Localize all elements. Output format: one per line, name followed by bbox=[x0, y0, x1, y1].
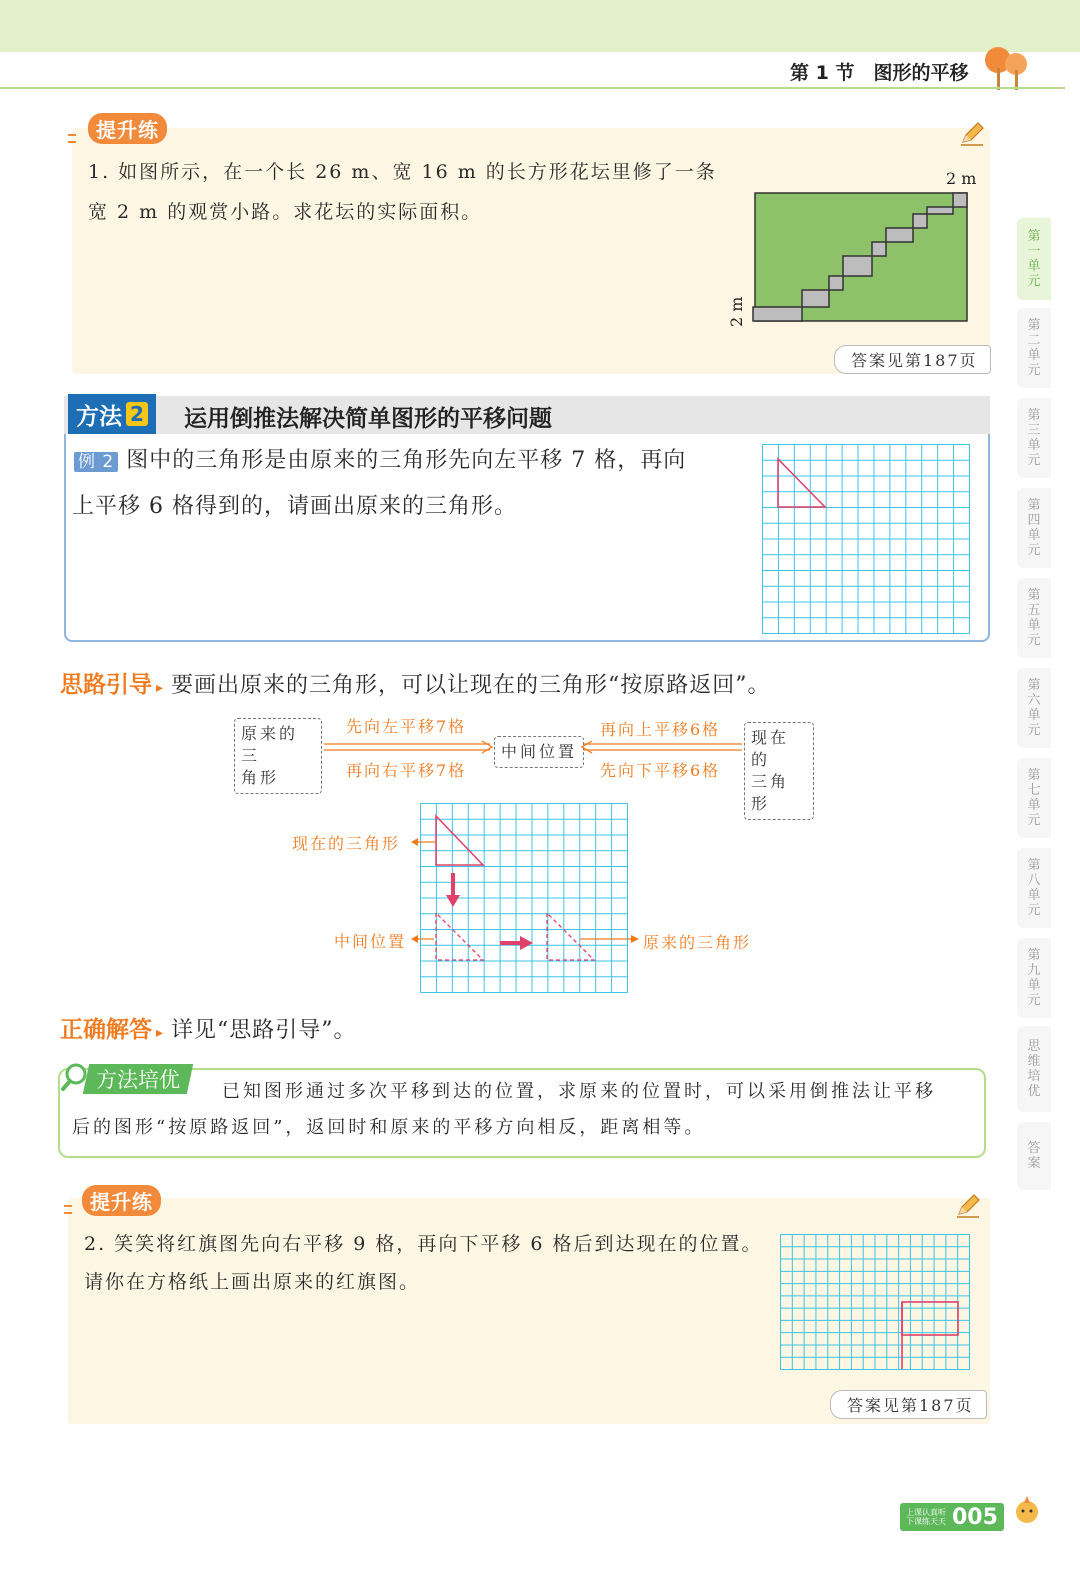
hint-label: 思路引导 bbox=[60, 672, 152, 698]
pencil-icon bbox=[954, 1192, 982, 1220]
top-band bbox=[0, 0, 1080, 52]
unit-tab-10[interactable]: 思 维 培 优 bbox=[1017, 1026, 1051, 1112]
unit-tab-9[interactable]: 第 九 单 元 bbox=[1017, 938, 1051, 1018]
flow-box-original bbox=[234, 718, 322, 794]
arrow1-top-label: 先向左平移7格 bbox=[346, 717, 467, 736]
flow-arrows bbox=[322, 740, 747, 754]
method-tag bbox=[68, 394, 156, 434]
badge-dash bbox=[64, 1205, 72, 1207]
badge-dash bbox=[68, 141, 76, 143]
arrow-head-left-icon bbox=[582, 741, 592, 753]
badge-dash bbox=[68, 134, 76, 136]
label-original-triangle: 原来的三角形 bbox=[643, 933, 752, 952]
flow-box-current-line1: 现在的 bbox=[751, 728, 790, 769]
solution-row bbox=[60, 1011, 357, 1044]
answer-ref-2: 答案见第187页 bbox=[830, 1390, 987, 1419]
example-text-1: 图中的三角形是由原来的三角形先向左平移 7 格，再向 bbox=[126, 448, 687, 473]
hint-row bbox=[60, 666, 771, 699]
example-line2: 上平移 6 格得到的，请画出原来的三角形。 bbox=[72, 494, 517, 519]
example-grid bbox=[762, 444, 970, 634]
page-number: 005 bbox=[952, 1504, 998, 1530]
page-number-box bbox=[900, 1503, 1004, 1531]
arrow-head-right-icon bbox=[482, 741, 492, 753]
tip-line2: 后的图形“按原路返回”，返回时和原来的平移方向相反，距离相等。 bbox=[72, 1117, 706, 1138]
practice1-line1: 1. 如图所示，在一个长 26 m、宽 16 m 的长方形花坛里修了一条 bbox=[88, 161, 717, 183]
footer-slogan-2: 下课练天天 bbox=[906, 1517, 946, 1526]
flag-grid bbox=[780, 1234, 970, 1370]
method-tag-label: 方法 bbox=[76, 403, 122, 430]
unit-tab-7[interactable]: 第 七 单 元 bbox=[1017, 758, 1051, 838]
unit-tab-6[interactable]: 第 六 单 元 bbox=[1017, 668, 1051, 748]
badge-dash bbox=[64, 1212, 72, 1214]
flow-box-original-line2: 角形 bbox=[241, 768, 280, 787]
diagram-label-left: 2 m bbox=[727, 296, 746, 327]
arrow1-bottom-label: 再向右平移7格 bbox=[346, 761, 467, 780]
header-divider bbox=[0, 87, 1065, 89]
practice-badge-2: 提升练 bbox=[82, 1185, 161, 1216]
footer-slogan bbox=[906, 1508, 946, 1526]
unit-tab-11[interactable]: 答 案 bbox=[1017, 1122, 1051, 1190]
mascot-icon bbox=[1010, 1494, 1044, 1530]
unit-tab-4[interactable]: 第 四 单 元 bbox=[1017, 488, 1051, 568]
method-title: 运用倒推法解决简单图形的平移问题 bbox=[184, 406, 552, 432]
method-number: 2 bbox=[126, 402, 148, 426]
unit-tab-2[interactable]: 第 二 单 元 bbox=[1017, 308, 1051, 388]
answer-ref-1: 答案见第187页 bbox=[834, 345, 991, 374]
hint-arrow-icon: ▸ bbox=[156, 680, 164, 696]
current-triangle bbox=[778, 459, 825, 507]
unit-tab-8[interactable]: 第 八 单 元 bbox=[1017, 848, 1051, 928]
flow-box-middle: 中间位置 bbox=[494, 736, 584, 768]
practice-badge-1: 提升练 bbox=[88, 113, 167, 144]
unit-tab-1[interactable]: 第 一 单 元 bbox=[1017, 218, 1051, 300]
flow-box-original-line1: 原来的三 bbox=[241, 724, 299, 765]
flowerbed-diagram bbox=[720, 160, 980, 335]
section-title: 第 1 节 图形的平移 bbox=[790, 62, 969, 84]
solution-label: 正确解答 bbox=[60, 1017, 152, 1043]
tip-line1: 已知图形通过多次平移到达的位置，求原来的位置时，可以采用倒推法让平移 bbox=[222, 1081, 936, 1102]
unit-tab-5[interactable]: 第 五 单 元 bbox=[1017, 578, 1051, 658]
solution-text: 详见“思路引导”。 bbox=[171, 1018, 357, 1043]
flow-box-current-line2: 三角形 bbox=[751, 772, 790, 813]
footer-slogan-1: 上课认真听 bbox=[906, 1508, 946, 1517]
hint-text: 要画出原来的三角形，可以让现在的三角形“按原路返回”。 bbox=[171, 673, 771, 698]
solution-arrow-icon: ▸ bbox=[156, 1025, 164, 1041]
arrow2-top-label: 再向上平移6格 bbox=[600, 720, 721, 739]
label-current-triangle: 现在的三角形 bbox=[292, 834, 401, 853]
diagram-label-top: 2 m bbox=[946, 169, 977, 188]
practice2-line1: 2. 笑笑将红旗图先向右平移 9 格，再向下平移 6 格后到达现在的位置。 bbox=[84, 1233, 763, 1255]
unit-tab-3[interactable]: 第 三 单 元 bbox=[1017, 398, 1051, 478]
label-middle-position: 中间位置 bbox=[334, 932, 407, 951]
example-line1 bbox=[74, 438, 686, 485]
pointer-lines bbox=[408, 836, 644, 948]
practice2-line2: 请你在方格纸上画出原来的红旗图。 bbox=[84, 1271, 421, 1293]
tree-icon bbox=[978, 42, 1036, 92]
example-label: 例 2 bbox=[74, 452, 118, 472]
flow-box-current bbox=[744, 722, 814, 820]
arrow2-bottom-label: 先向下平移6格 bbox=[600, 761, 721, 780]
tip-tag: 方法培优 bbox=[83, 1064, 193, 1094]
pencil-icon bbox=[958, 120, 986, 148]
practice1-line2: 宽 2 m 的观赏小路。求花坛的实际面积。 bbox=[88, 201, 483, 223]
